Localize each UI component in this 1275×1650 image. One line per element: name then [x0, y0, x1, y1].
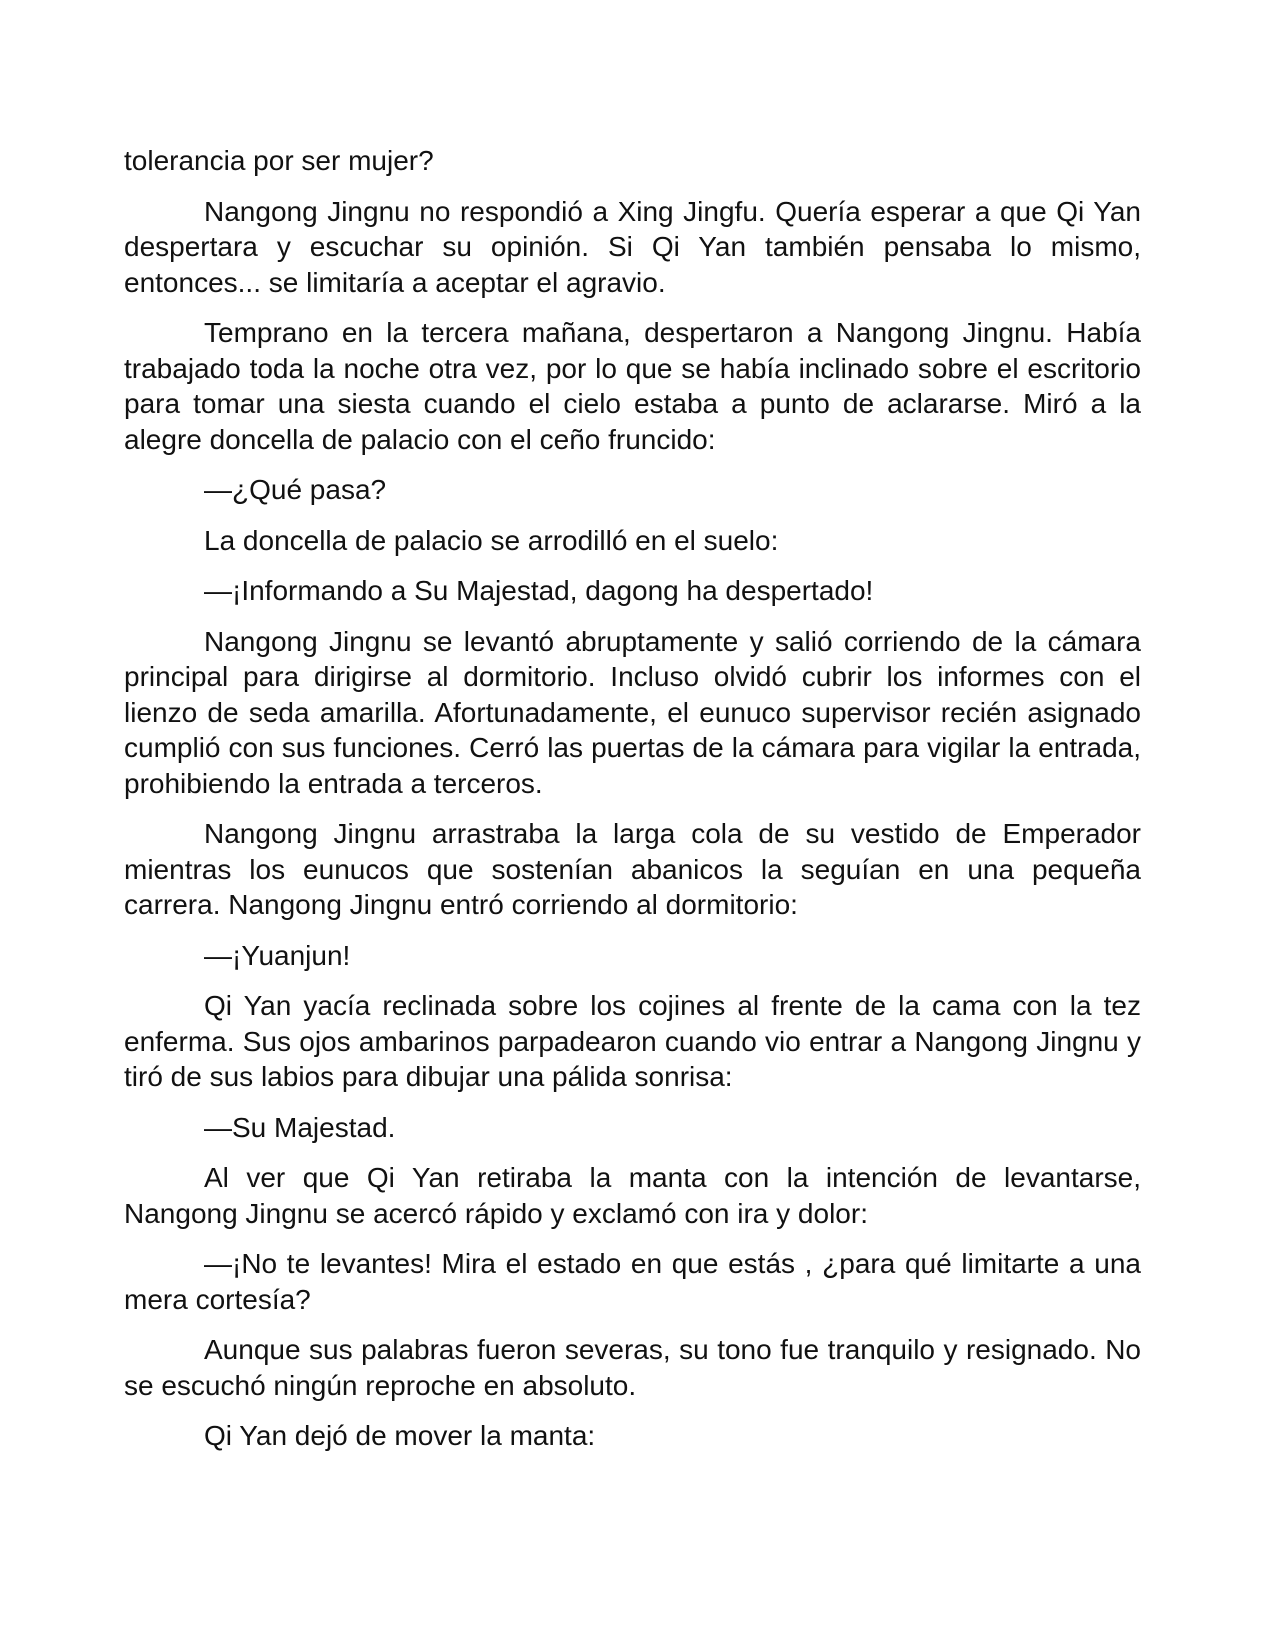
paragraph-3: Temprano en la tercera mañana, despertaron a Nangong Jingnu. Había trabajado toda la noche otra vez, por lo que se había inclinado sobre el escritorio para tomar una siesta cuando el cielo estaba a punto de aclararse. Miró a la alegre doncella de palacio con el ceño fruncido: [124, 317, 1141, 455]
body-text [124, 143, 1141, 1469]
paragraph-1: tolerancia por ser mujer? [124, 145, 434, 176]
paragraph-8: Nangong Jingnu arrastraba la larga cola de su vestido de Emperador mientras los eunucos que sostenían abanicos la seguían en una pequeña carrera. Nangong Jingnu entró corriendo al dormitorio: [124, 818, 1141, 920]
paragraph-12: Al ver que Qi Yan retiraba la manta con la intención de levantarse, Nangong Jingnu se acercó rápido y exclamó con ira y dolor: [124, 1162, 1141, 1229]
dialogue-line: —¡Informando a Su Majestad, dagong ha despertado! [204, 575, 874, 606]
dialogue-line: —¿Qué pasa? [204, 474, 387, 505]
paragraph-2: Nangong Jingnu no respondió a Xing Jingfu. Quería esperar a que Qi Yan despertara y escuchar su opinión. Si Qi Yan también pensaba lo mismo, entonces... se limitaría a aceptar el agravio. [124, 195, 1141, 298]
dialogue-line: —¡No te levantes! Mira el estado en que estás , ¿para qué limitarte a una mera cortesía? [124, 1248, 1141, 1315]
paragraph-14: Aunque sus palabras fueron severas, su tono fue tranquilo y resignado. No se escuchó ningún reproche en absoluto. [124, 1334, 1141, 1401]
dialogue-line: —¡Yuanjun! [204, 939, 351, 971]
paragraph-7: Nangong Jingnu se levantó abruptamente y salió corriendo de la cámara principal para dirigirse al dormitorio. Incluso olvidó cubrir los informes con el lienzo de seda amarilla. Afortunadamente, el eunuco supervisor recién asignado cumplió con sus funciones. Cerró las puertas de la cámara para vigilar la entrada, prohibiendo la entrada a terceros. [124, 625, 1141, 799]
paragraph-5: La doncella de palacio se arrodilló en el suelo: [204, 524, 779, 556]
paragraph-10: Qi Yan yacía reclinada sobre los cojines al frente de la cama con la tez enferma. Sus ojos ambarinos parpadearon cuando vio entrar a Nangong Jingnu y tiró de sus labios para dibujar una pálida sonrisa: [124, 990, 1141, 1092]
paragraph-15: Qi Yan dejó de mover la manta: [204, 1420, 596, 1451]
dialogue-line: —Su Majestad. [204, 1111, 396, 1143]
